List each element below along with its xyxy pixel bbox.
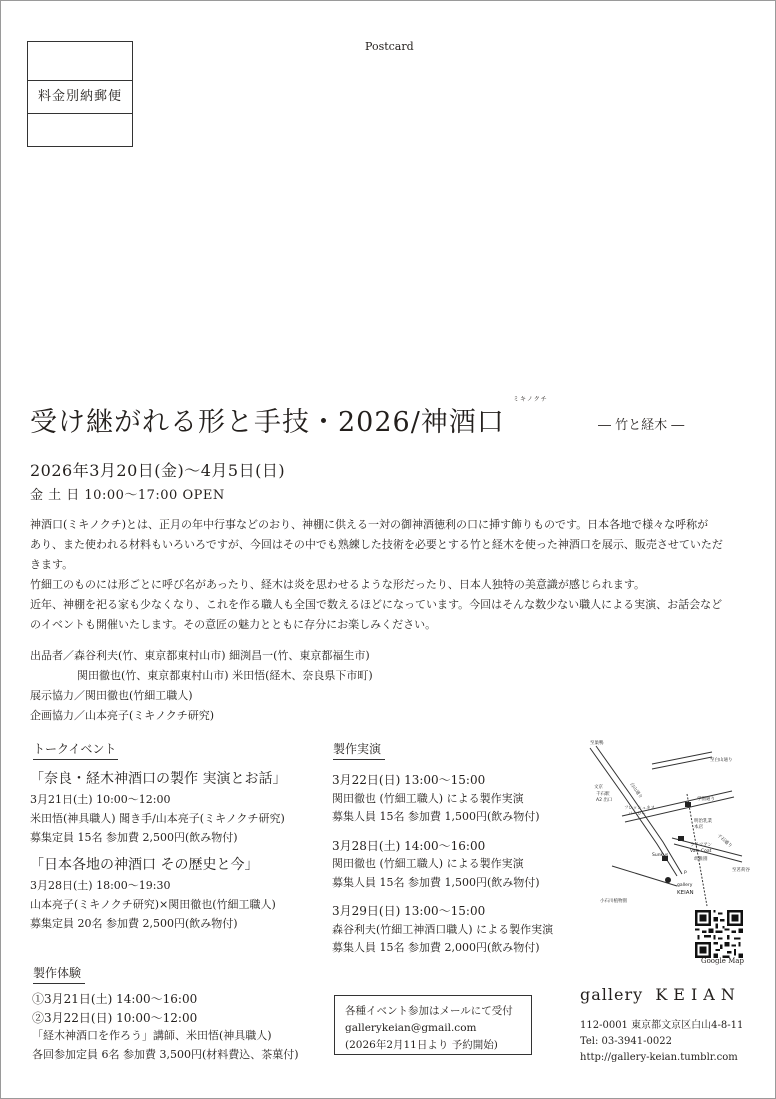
map-label: 幼稚園 xyxy=(694,857,708,862)
exhibitors-line: 関田徹也(竹、東京都東村山市) 米田悟(経木、奈良県下市町) xyxy=(77,669,373,682)
map-label: KEIAN xyxy=(677,890,694,896)
talk-event xyxy=(30,854,276,933)
display-cooperation: 展示協力／関田徹也(竹細工職人) xyxy=(30,689,193,702)
qr-label: Google Map xyxy=(701,957,744,965)
talk-event-people: 山本亮子(ミキノクチ研究)×関田徹也(竹細工職人) xyxy=(30,898,276,911)
map-label: Vale Coat xyxy=(690,849,712,854)
description-line: 竹細工のものには形ごとに呼び名があったり、経木は炎を思わせるような形だったり、日本人独特の美意識が感じられます。 xyxy=(30,578,646,591)
description-line: 近年、神棚を祀る家も少なくなり、これを作る職人も全国で数えるほどになっています。今回はそんな数少ない職人による実演、お話会など xyxy=(30,598,723,611)
exhibition-dates: 2026年3月20日(金)～4月5日(日) xyxy=(30,461,286,480)
postage-stamp-box xyxy=(27,41,133,147)
map-label: 至白山通り xyxy=(710,758,733,763)
talk-event-date: 3月28日(土) 18:00～19:30 xyxy=(30,879,171,892)
map-label: バーガー xyxy=(628,812,646,817)
gallery-url: http://gallery-keian.tumblr.com xyxy=(580,1052,738,1063)
map-label: 小石川植物園 xyxy=(600,899,627,904)
gallery-address: 112-0001 東京都文京区白山4-8-11 xyxy=(580,1020,744,1031)
gallery-name-main: KEIAN xyxy=(655,985,741,1004)
opening-hours: 金 土 日 10:00～17:00 OPEN xyxy=(30,488,225,503)
map-label: 至茗荷谷 xyxy=(732,868,750,873)
talk-event-heading: トークイベント xyxy=(33,740,118,760)
demo-date: 3月22日(日) 13:00～15:00 xyxy=(332,773,486,787)
map-label: 学園通り xyxy=(697,797,715,802)
demo-desc: 関田徹也 (竹細工職人) による製作実演 xyxy=(332,791,524,805)
workshop-capacity: 各回参加定員 6名 参加費 3,500円(材料費込、茶菓付) xyxy=(32,1047,299,1061)
credits xyxy=(30,646,373,726)
map-label: フレッシュネス xyxy=(624,806,656,811)
planning-cooperation: 企画協力／山本亮子(ミキノクチ研究) xyxy=(30,709,215,722)
description-line: きます。 xyxy=(30,558,74,571)
talk-event-title: 「奈良・経木神酒口の製作 実演とお話」 xyxy=(30,771,287,787)
map-label: 白山通り xyxy=(628,782,643,800)
map-label: 明治乳業 xyxy=(694,819,712,824)
access-map xyxy=(582,736,752,911)
gallery-name xyxy=(580,985,741,1004)
postage-paid-label: 料金別納郵便 xyxy=(28,80,132,114)
postcard-label: Postcard xyxy=(365,40,414,53)
exhibition-subtitle: ― 竹と経木 ― xyxy=(598,418,685,433)
talk-event-capacity: 募集定員 20名 参加費 2,500円(飲み物付) xyxy=(30,917,238,930)
gallery-tel: Tel: 03-3941-0022 xyxy=(580,1036,672,1047)
demo-capacity: 募集人員 15名 参加費 2,000円(飲み物付) xyxy=(332,941,540,954)
map-label: P xyxy=(684,871,687,876)
exhibition-title: 受け継がれる形と手技・2026/神酒口 xyxy=(30,407,505,438)
workshop-slot: ②3月22日(日) 10:00～12:00 xyxy=(32,1010,198,1025)
map-label: 千石駅 xyxy=(596,792,610,797)
talk-event-date: 3月21日(土) 10:00～12:00 xyxy=(30,793,171,806)
demo-list xyxy=(332,771,553,958)
map-label: Sunkus xyxy=(652,853,669,858)
notice-email: gallerykeian@gmail.com xyxy=(345,1022,477,1034)
map-label: 千石通り xyxy=(715,833,733,850)
map-label: 本店 xyxy=(694,825,703,830)
qr-code[interactable] xyxy=(695,910,743,958)
gallery-contact xyxy=(580,1018,743,1066)
workshop-heading: 製作体験 xyxy=(33,964,85,984)
demo-capacity: 募集人員 15名 参加費 1,500円(飲み物付) xyxy=(332,810,540,823)
notice-line: 各種イベント参加はメールにて受付 xyxy=(345,1005,513,1017)
description-line: 神酒口(ミキノクチ)とは、正月の年中行事などのおり、神棚に供える一対の御神酒徳利の口に挿す飾りものです。日本各地で様々な呼称が xyxy=(30,518,709,531)
map-label: 文京 xyxy=(594,785,603,790)
demo-date: 3月29日(日) 13:00～15:00 xyxy=(332,904,486,918)
demo-heading: 製作実演 xyxy=(333,740,385,760)
notice-line: (2026年2月11日より 予約開始) xyxy=(345,1039,498,1051)
description xyxy=(30,515,750,635)
exhibitors-line: 出品者／森谷利夫(竹、東京都東村山市) 細渕昌一(竹、東京都福生市) xyxy=(30,649,370,662)
reservation-notice xyxy=(334,995,532,1055)
workshop-slot: ①3月21日(土) 14:00～16:00 xyxy=(32,992,198,1006)
map-label: A2 出口 xyxy=(596,798,613,803)
talk-event-people: 米田悟(神具職人) 聞き手/山本亮子(ミキノクチ研究) xyxy=(30,812,285,825)
title-ruby: ミキノクチ xyxy=(513,396,548,403)
demo-desc: 森谷利夫(竹細工神酒口職人) による製作実演 xyxy=(332,922,554,936)
workshop-details xyxy=(32,990,299,1064)
map-label: ライフアン xyxy=(690,843,713,848)
workshop-title: 「経木神酒口を作ろう」講師、米田悟(神具職人) xyxy=(32,1029,272,1042)
talk-event-capacity: 募集定員 15名 参加費 2,500円(飲み物付) xyxy=(30,831,238,844)
demo-capacity: 募集人員 15名 参加費 1,500円(飲み物付) xyxy=(332,875,540,889)
gallery-name-prefix: gallery xyxy=(580,985,644,1004)
demo-desc: 関田徹也 (竹細工職人) による製作実演 xyxy=(332,857,524,870)
talk-event xyxy=(30,768,286,847)
talk-event-title: 「日本各地の神酒口 その歴史と今」 xyxy=(30,857,259,873)
description-line: のイベントも開催いたします。その意匠の魅力とともに存分にお楽しみください。 xyxy=(30,618,437,631)
description-line: あり、また使われる材料もいろいろですが、今回はその中でも熟練した技術を必要とする竹と経木を使った神酒口を展示、販売させていただ xyxy=(30,538,723,551)
map-label: 至巣鴨 xyxy=(590,741,604,746)
demo-date: 3月28日(土) 14:00～16:00 xyxy=(332,838,486,853)
map-label: gallery xyxy=(677,883,693,888)
